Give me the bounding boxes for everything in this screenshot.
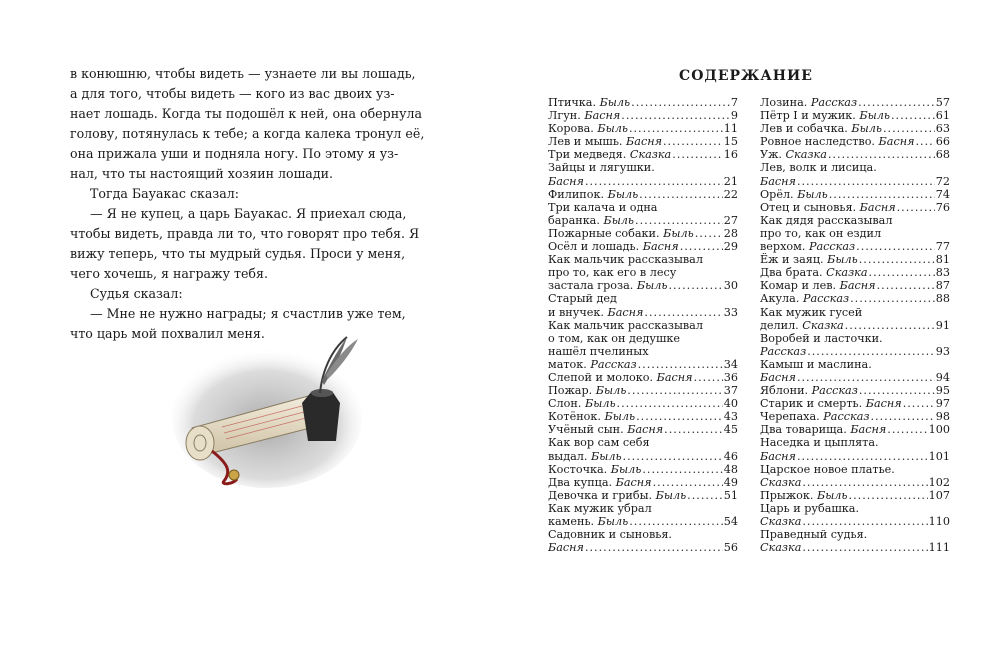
toc-entry-title: Черепаха.: [760, 410, 824, 424]
toc-entry-genre: Быль: [595, 384, 627, 398]
toc-page-number: 15: [723, 135, 738, 149]
toc-dot-leader: [845, 319, 935, 332]
toc-entry-genre: Басня: [878, 135, 915, 149]
toc-page-number: 48: [723, 462, 738, 476]
toc-entry: [548, 476, 738, 489]
toc-dot-leader: [621, 109, 730, 122]
body-text-line: чтобы видеть, правда ли то, что говорят про тебя. Я: [70, 226, 420, 241]
toc-entry-genre: Басня: [859, 200, 896, 214]
toc-entry-title: баранка.: [548, 213, 604, 227]
toc-entry-title: Садовник и сыновья.: [548, 528, 672, 542]
toc-entry: [760, 161, 950, 174]
toc-dot-leader: [623, 450, 723, 463]
toc-entry: [548, 109, 738, 122]
toc-page-number: 83: [935, 266, 950, 280]
toc-dot-leader: [915, 135, 934, 148]
toc-entry: [760, 266, 950, 279]
toc-dot-leader: [859, 253, 935, 266]
toc-entry: [760, 148, 950, 161]
toc-dot-leader: [638, 358, 723, 371]
toc-page-number: 16: [723, 148, 738, 162]
toc-dot-leader: [680, 240, 723, 253]
toc-entry-title: Как мальчик рассказывал: [548, 318, 703, 332]
toc-entry-title: Лев и собачка.: [760, 122, 852, 136]
toc-dot-leader: [663, 135, 723, 148]
toc-entry-genre: Басня: [850, 423, 887, 437]
toc-entry-title: Два брата.: [760, 266, 827, 280]
toc-dot-leader: [807, 345, 935, 358]
toc-entry-title: Как мужик гусей: [760, 305, 863, 319]
toc-page-number: 27: [723, 213, 738, 227]
toc-entry: [760, 410, 950, 423]
toc-entry-title: про то, как его в лесу: [548, 266, 677, 280]
toc-entry-title: Уж.: [760, 148, 786, 162]
toc-page-number: 46: [723, 449, 738, 463]
toc-dot-leader: [856, 240, 935, 253]
toc-entry: [760, 175, 950, 188]
toc-page-number: 81: [935, 253, 950, 267]
toc-dot-leader: [858, 96, 935, 109]
toc-title: СОДЕРЖАНИЕ: [679, 68, 813, 84]
toc-page-number: 98: [935, 410, 950, 424]
toc-page-number: 37: [723, 384, 738, 398]
toc-dot-leader: [891, 109, 935, 122]
toc-page-number: 21: [723, 174, 738, 188]
toc-entry-title: Как дядя рассказывал: [760, 213, 893, 227]
toc-entry: [548, 502, 738, 515]
toc-dot-leader: [617, 397, 723, 410]
toc-entry-genre: Басня: [642, 240, 679, 254]
toc-entry-genre: Сказка: [785, 148, 827, 162]
toc-entry: [548, 122, 738, 135]
toc-page-number: 51: [723, 488, 738, 502]
toc-entry: [760, 122, 950, 135]
toc-dot-leader: [877, 279, 935, 292]
toc-page-number: 61: [935, 109, 950, 123]
toc-entry-title: Старый дед: [548, 292, 617, 306]
toc-dot-leader: [869, 266, 935, 279]
toc-dot-leader: [629, 515, 723, 528]
toc-entry-title: Слон.: [548, 397, 585, 411]
toc-entry-title: Царь и рубашка.: [760, 501, 860, 515]
toc-entry: [548, 384, 738, 397]
toc-entry-genre: Басня: [865, 397, 902, 411]
body-text-line: нал, что ты настоящий хозяин лошади.: [70, 166, 333, 181]
toc-entry-genre: Быль: [859, 109, 890, 123]
toc-dot-leader: [802, 541, 927, 554]
toc-entry-genre: Быль: [597, 122, 628, 136]
toc-entry-title: Как мужик убрал: [548, 501, 652, 515]
toc-dot-leader: [644, 306, 722, 319]
toc-entry: [548, 148, 738, 161]
toc-page-number: 22: [723, 187, 738, 201]
toc-entry: [760, 96, 950, 109]
toc-entry: [548, 279, 738, 292]
toc-page-number: 74: [935, 187, 950, 201]
body-text-line: чего хочешь, я награжу тебя.: [70, 266, 268, 281]
toc-entry-title: Как мальчик рассказывал: [548, 253, 703, 267]
toc-page-number: 43: [723, 410, 738, 424]
toc-dot-leader: [642, 463, 722, 476]
toc-entry-genre: Быль: [590, 449, 622, 463]
toc-dot-leader: [828, 148, 935, 161]
toc-entry-title: Лев, волк и лисица.: [760, 161, 877, 175]
toc-page-number: 91: [935, 318, 950, 332]
toc-entry: [760, 436, 950, 449]
toc-entry-genre: Басня: [584, 109, 621, 123]
toc-entry-title: Учёный сын.: [548, 423, 628, 437]
toc-entry-genre: Сказка: [629, 148, 672, 162]
toc-entry-title: Филипок.: [548, 187, 608, 201]
toc-page-number: 100: [928, 423, 950, 437]
toc-entry-genre: Рассказ: [811, 384, 858, 398]
toc-entry: [548, 135, 738, 148]
toc-entry: [760, 423, 950, 436]
toc-page-number: 72: [935, 174, 950, 188]
toc-entry-title: Птичка.: [548, 96, 600, 109]
toc-entry-title: Лгун.: [548, 109, 585, 123]
toc-entry-title: Осёл и лошадь.: [548, 240, 643, 254]
toc-entry-title: Три медведя.: [548, 148, 630, 162]
toc-entry: [548, 436, 738, 449]
toc-entry: [760, 397, 950, 410]
toc-entry: [548, 345, 738, 358]
body-text-line: Тогда Бауакас сказал:: [90, 186, 240, 201]
toc-left-column: [548, 96, 738, 554]
toc-dot-leader: [903, 397, 935, 410]
toc-page-number: 68: [935, 148, 950, 162]
toc-entry: [548, 306, 738, 319]
toc-dot-leader: [797, 175, 935, 188]
toc-entry-title: Пожарные собаки.: [548, 226, 664, 240]
toc-entry: [760, 358, 950, 371]
toc-dot-leader: [802, 476, 927, 489]
toc-entry: [548, 188, 738, 201]
toc-dot-leader: [635, 214, 723, 227]
toc-entry-title: Прыжок.: [760, 488, 817, 502]
toc-entry-title: Пётр I и мужик.: [760, 109, 860, 123]
toc-entry: [760, 306, 950, 319]
toc-entry: [548, 319, 738, 332]
toc-dot-leader: [672, 148, 723, 161]
toc-page-number: 77: [935, 240, 950, 254]
toc-entry-title: Девочка и грибы.: [548, 488, 656, 502]
toc-page-number: 63: [935, 122, 950, 136]
toc-dot-leader: [797, 371, 935, 384]
toc-page-number: 33: [723, 305, 738, 319]
toc-page-number: 57: [935, 96, 950, 109]
toc-entry-genre: Сказка: [760, 515, 802, 528]
toc-entry-title: Комар и лев.: [760, 279, 840, 293]
illustration-drawing: [172, 333, 362, 493]
toc-entry-title: Старик и смерть.: [760, 397, 866, 411]
toc-page-number: 95: [935, 384, 950, 398]
toc-entry-genre: Басня: [760, 370, 796, 384]
toc-entry-genre: Басня: [548, 541, 584, 555]
toc-page-number: 40: [723, 397, 738, 411]
toc-dot-leader: [897, 201, 935, 214]
body-text-line: вижу теперь, что ты мудрый судья. Проси у меня,: [70, 246, 406, 261]
toc-entry: [548, 214, 738, 227]
toc-page-number: 29: [723, 240, 738, 254]
body-text-line: — Мне не нужно награды; я счастлив уже тем,: [90, 306, 406, 321]
toc-dot-leader: [802, 515, 927, 528]
toc-entry-genre: Быль: [603, 213, 635, 227]
toc-page-number: 66: [935, 135, 950, 149]
toc-entry: [760, 489, 950, 502]
toc-entry-title: Пожар.: [548, 384, 596, 398]
toc-entry: [548, 292, 738, 305]
toc-entry-genre: Рассказ: [810, 96, 858, 109]
toc-entry-title: Праведный судья.: [760, 528, 868, 542]
toc-entry-genre: Быль: [851, 122, 882, 136]
toc-page-number: 87: [935, 279, 950, 293]
toc-entry-genre: Быль: [599, 96, 631, 109]
toc-entry: [548, 332, 738, 345]
toc-entry-title: Корова.: [548, 122, 598, 136]
toc-entry: [548, 358, 738, 371]
toc-page-number: 45: [723, 423, 738, 437]
toc-entry: [760, 515, 950, 528]
toc-entry-genre: Басня: [548, 174, 584, 188]
toc-entry-title: Как вор сам себя: [548, 436, 650, 450]
toc-entry-title: Наседка и цыплята.: [760, 436, 879, 450]
toc-page-number: 102: [928, 475, 950, 489]
toc-entry-title: застала гроза.: [548, 279, 637, 293]
toc-entry: [548, 489, 738, 502]
toc-entry-genre: Басня: [627, 423, 664, 437]
toc-entry-title: Яблони.: [760, 384, 812, 398]
toc-entry: [760, 279, 950, 292]
toc-entry-title: Лозина.: [760, 96, 811, 109]
toc-entry-genre: Сказка: [802, 318, 844, 332]
toc-entry: [548, 450, 738, 463]
toc-entry-title: Котёнок.: [548, 410, 605, 424]
toc-entry: [548, 175, 738, 188]
toc-entry-genre: Быль: [816, 488, 848, 502]
toc-entry-genre: Быль: [584, 397, 616, 411]
toc-entry: [760, 201, 950, 214]
toc-entry-title: делил.: [760, 318, 803, 332]
toc-entry-title: Два купца.: [548, 475, 616, 489]
toc-entry: [760, 227, 950, 240]
toc-dot-leader: [585, 541, 723, 554]
toc-entry-genre: Сказка: [760, 541, 802, 555]
toc-entry: [548, 528, 738, 541]
body-text-line: нает лошадь. Когда ты подошёл к ней, она обернула: [70, 106, 423, 121]
toc-entry-genre: Басня: [760, 174, 796, 188]
toc-dot-leader: [668, 279, 722, 292]
toc-entry: [760, 450, 950, 463]
toc-entry: [760, 109, 950, 122]
toc-entry: [760, 541, 950, 554]
toc-entry-title: Лев и мышь.: [548, 135, 627, 149]
toc-entry-title: Три калача и одна: [548, 200, 658, 214]
toc-page-number: 28: [723, 226, 738, 240]
toc-entry-genre: Сказка: [826, 266, 868, 280]
toc-dot-leader: [636, 410, 723, 423]
toc-page-number: 7: [730, 96, 738, 109]
toc-dot-leader: [627, 384, 722, 397]
toc-entry: [760, 253, 950, 266]
toc-entry-genre: Басня: [615, 475, 652, 489]
table-of-contents: [548, 64, 954, 576]
toc-entry-title: Воробей и ласточки.: [760, 331, 883, 345]
body-text-line: — Я не купец, а царь Бауакас. Я приехал сюда,: [90, 206, 407, 221]
body-text-line: а для того, чтобы видеть — кого из вас двоих уз-: [70, 86, 395, 101]
toc-page-number: 54: [723, 515, 738, 528]
toc-dot-leader: [829, 188, 935, 201]
toc-dot-leader: [883, 122, 935, 135]
toc-entry: [548, 96, 738, 109]
toc-entry-genre: Быль: [597, 515, 629, 528]
toc-page-number: 97: [935, 397, 950, 411]
toc-entry-genre: Быль: [797, 187, 828, 201]
toc-entry: [548, 397, 738, 410]
toc-entry-genre: Рассказ: [590, 357, 637, 371]
body-text-line: в конюшню, чтобы видеть — узнаете ли вы лошадь,: [70, 66, 416, 81]
toc-dot-leader: [849, 489, 928, 502]
toc-page-number: 110: [928, 515, 950, 528]
toc-entry-title: о том, как он дедушке: [548, 331, 680, 345]
toc-entry: [548, 463, 738, 476]
toc-right-column: [760, 96, 950, 554]
toc-entry-title: камень.: [548, 515, 598, 528]
toc-entry: [760, 345, 950, 358]
body-text-line: что царь мой похвалил меня.: [70, 326, 265, 341]
toc-entry-genre: Басня: [839, 279, 876, 293]
toc-dot-leader: [797, 450, 928, 463]
toc-entry-title: Камыш и маслина.: [760, 357, 872, 371]
toc-entry: [548, 266, 738, 279]
toc-dot-leader: [639, 188, 723, 201]
toc-entry: [760, 528, 950, 541]
toc-entry: [760, 463, 950, 476]
toc-page-number: 107: [928, 488, 950, 502]
toc-entry-genre: Быль: [604, 410, 636, 424]
toc-entry: [760, 188, 950, 201]
scroll-quill-inkwell-illustration: [172, 333, 362, 493]
toc-entry: [760, 319, 950, 332]
toc-entry-title: про то, как он ездил: [760, 226, 882, 240]
toc-page-number: 56: [723, 541, 738, 555]
toc-entry-genre: Быль: [607, 187, 639, 201]
toc-page-number: 30: [723, 279, 738, 293]
toc-entry-genre: Рассказ: [808, 240, 856, 254]
toc-entry-title: Отец и сыновья.: [760, 200, 860, 214]
toc-dot-leader: [859, 384, 935, 397]
toc-entry-genre: Басня: [760, 449, 796, 463]
toc-page-number: 9: [730, 109, 738, 123]
toc-entry: [548, 515, 738, 528]
toc-entry-title: нашёл пчелиных: [548, 344, 649, 358]
toc-entry-genre: Быль: [655, 488, 687, 502]
toc-page-number: 76: [935, 200, 950, 214]
toc-entry: [760, 214, 950, 227]
toc-dot-leader: [653, 476, 723, 489]
toc-entry: [548, 371, 738, 384]
toc-entry: [760, 292, 950, 305]
toc-page-number: 36: [723, 370, 738, 384]
toc-entry-genre: Быль: [663, 226, 694, 240]
toc-entry-genre: Сказка: [760, 475, 802, 489]
toc-dot-leader: [887, 423, 927, 436]
toc-entry: [548, 201, 738, 214]
toc-entry: [760, 371, 950, 384]
body-text-line: голову, потянулась к тебе; а когда калека тронул её,: [70, 126, 425, 141]
toc-entry: [760, 476, 950, 489]
toc-dot-leader: [850, 292, 935, 305]
toc-entry-genre: Рассказ: [760, 344, 807, 358]
body-text-line: Судья сказал:: [90, 286, 183, 301]
toc-entry: [548, 423, 738, 436]
toc-entry-title: Царское новое платье.: [760, 462, 895, 476]
toc-entry-genre: Басня: [656, 370, 693, 384]
toc-page-number: 11: [723, 122, 738, 136]
toc-entry-genre: Быль: [636, 279, 668, 293]
toc-entry-title: Зайцы и лягушки.: [548, 161, 655, 175]
toc-dot-leader: [629, 122, 723, 135]
toc-page-number: 88: [935, 292, 950, 306]
toc-entry-genre: Рассказ: [802, 292, 850, 306]
toc-entry-title: Ровное наследство.: [760, 135, 879, 149]
toc-entry-title: Орёл.: [760, 187, 798, 201]
toc-dot-leader: [694, 371, 723, 384]
toc-entry: [548, 541, 738, 554]
toc-entry: [760, 240, 950, 253]
toc-entry-title: выдал.: [548, 449, 591, 463]
toc-dot-leader: [585, 175, 723, 188]
toc-entry: [548, 227, 738, 240]
toc-entry-genre: Басня: [626, 135, 662, 149]
toc-page-number: 93: [935, 344, 950, 358]
toc-entry: [760, 135, 950, 148]
toc-entry-title: верхом.: [760, 240, 809, 254]
toc-page-number: 111: [928, 541, 950, 555]
toc-entry: [760, 502, 950, 515]
toc-page-number: 49: [723, 475, 738, 489]
toc-dot-leader: [631, 96, 730, 109]
toc-page-number: 94: [935, 370, 950, 384]
toc-entry-title: маток.: [548, 357, 591, 371]
body-text-line: она прижала уши и подняла ногу. По этому я уз-: [70, 146, 399, 161]
toc-entry: [548, 161, 738, 174]
toc-page-number: 34: [723, 357, 738, 371]
toc-entry: [548, 410, 738, 423]
toc-entry-genre: Рассказ: [823, 410, 870, 424]
toc-entry: [760, 384, 950, 397]
toc-entry-genre: Быль: [610, 462, 642, 476]
toc-entry-title: Слепой и молоко.: [548, 370, 657, 384]
toc-entry-title: и внучек.: [548, 305, 608, 319]
toc-dot-leader: [687, 489, 723, 502]
toc-entry: [548, 240, 738, 253]
toc-page-number: 101: [928, 449, 950, 463]
toc-dot-leader: [870, 410, 934, 423]
toc-entry-title: Акула.: [760, 292, 803, 306]
toc-entry: [548, 253, 738, 266]
toc-dot-leader: [695, 227, 723, 240]
toc-entry-title: Ёж и заяц.: [760, 253, 828, 267]
toc-entry-title: Косточка.: [548, 462, 611, 476]
toc-entry-genre: Быль: [827, 253, 858, 267]
left-page-text: [70, 64, 450, 344]
toc-dot-leader: [664, 423, 723, 436]
toc-entry-title: Два товарища.: [760, 423, 851, 437]
toc-entry-genre: Басня: [607, 305, 644, 319]
toc-entry: [760, 332, 950, 345]
